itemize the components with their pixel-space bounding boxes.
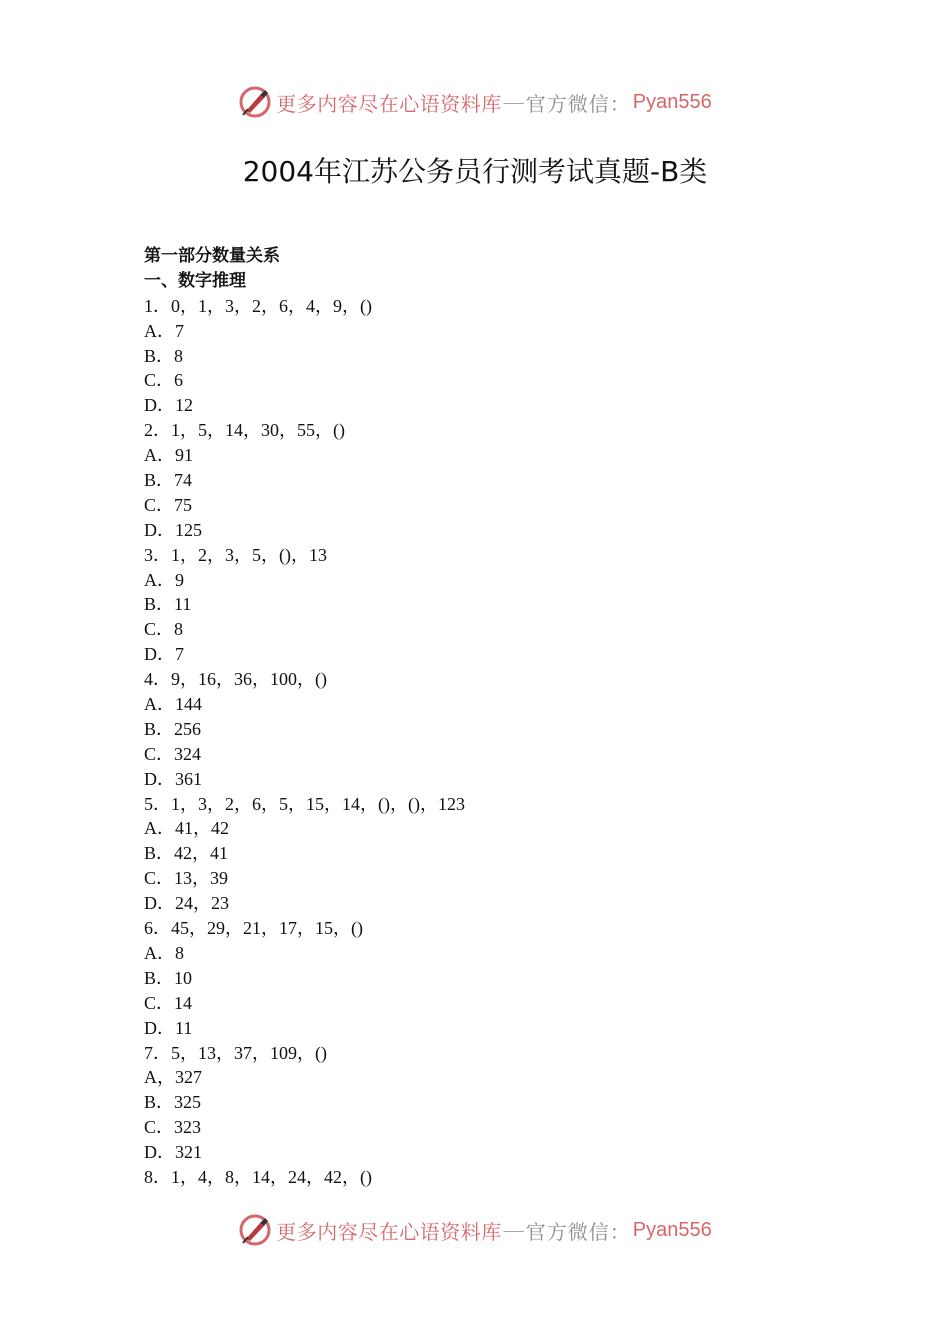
text-line: A．41，42 (144, 818, 229, 839)
banner-label: 官方微信： (525, 91, 631, 116)
footer-banner (0, 1210, 950, 1250)
text-line: C．13，39 (144, 868, 229, 889)
text-line: A．144 (144, 694, 202, 715)
text-line: D．7 (144, 644, 184, 665)
text-line: 4．9，16，36，100，() (144, 669, 327, 690)
text-line: A．7 (144, 320, 184, 341)
text-line: C．324 (144, 743, 202, 764)
pen-logo-icon (238, 85, 272, 119)
banner-dash: — (503, 90, 524, 113)
text-line: 2．1，5，14，30，55，() (144, 420, 345, 441)
banner-text: 更多内容尽在心语资料库 (276, 1219, 502, 1244)
text-line: 6．45，29，21，17，15，() (144, 918, 363, 939)
banner-wechat-id: Pyan556 (632, 90, 712, 113)
question-list (144, 244, 844, 1190)
text-line: 1．0，1，3，2，6，4，9，() (144, 295, 372, 316)
text-line: C．8 (144, 619, 184, 640)
text-line: A．9 (144, 569, 184, 590)
text-line: D．125 (144, 519, 202, 540)
text-line: C．6 (144, 370, 184, 391)
text-line: C．323 (144, 1117, 202, 1138)
text-line: D．321 (144, 1142, 202, 1163)
pen-logo-icon (238, 1213, 272, 1247)
header-banner (0, 82, 950, 122)
section-heading: 一、数字推理 (144, 270, 246, 291)
section-heading: 第一部分数量关系 (144, 246, 280, 266)
text-line: B．8 (144, 345, 184, 366)
text-line: 8．1，4，8，14，24，42，() (144, 1166, 372, 1187)
document-title: 2004年江苏公务员行测考试真题-B类 (242, 155, 708, 188)
text-line: B．256 (144, 718, 202, 739)
text-line: 5．1，3，2，6，5，15，14，()，()，123 (144, 793, 465, 814)
banner-text: 更多内容尽在心语资料库 (276, 91, 502, 116)
text-line: C．14 (144, 992, 193, 1013)
text-line: A，327 (144, 1067, 202, 1088)
text-line: A．8 (144, 942, 184, 963)
text-line: 3．1，2，3，5，()，13 (144, 544, 327, 565)
text-line: A．91 (144, 445, 193, 466)
text-line: C．75 (144, 494, 193, 515)
text-line: 7．5，13，37，109，() (144, 1042, 327, 1063)
banner-dash: — (503, 1218, 524, 1241)
text-line: B．74 (144, 470, 193, 491)
banner-wechat-id: Pyan556 (632, 1218, 712, 1241)
text-line: B．325 (144, 1092, 202, 1113)
text-line: D．361 (144, 768, 202, 789)
banner-label: 官方微信： (525, 1219, 631, 1244)
text-line: B．10 (144, 967, 193, 988)
text-line: D．11 (144, 1017, 193, 1038)
text-line: B．11 (144, 594, 192, 615)
text-line: B．42，41 (144, 843, 229, 864)
text-line: D．24，23 (144, 893, 229, 914)
text-line: D．12 (144, 395, 193, 416)
